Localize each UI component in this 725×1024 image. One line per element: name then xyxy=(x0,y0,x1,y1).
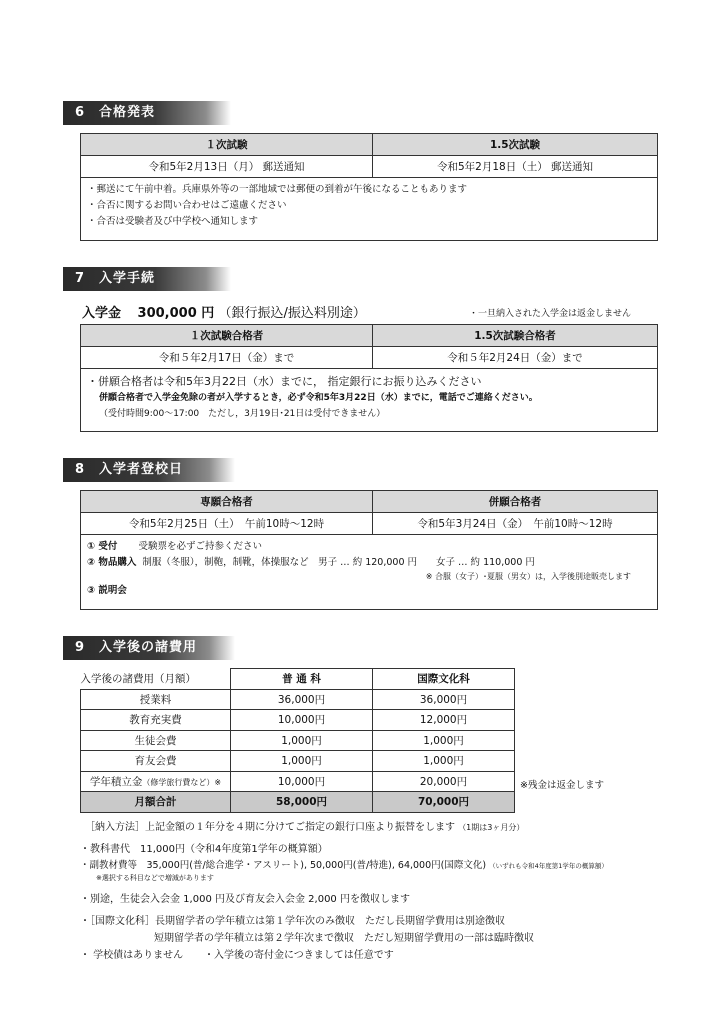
attendance-table xyxy=(80,490,658,535)
fee-table-header: 入学後の諸費用（月額） xyxy=(81,669,231,690)
total-value: 58,000円 xyxy=(231,792,373,813)
fee-table-header: 普 通 科 xyxy=(231,669,373,690)
school-bond-note: ・ 学校債はありません xyxy=(80,950,184,961)
section-number: 9 xyxy=(75,640,86,655)
fee-value: 10,000円 xyxy=(231,710,373,731)
fee-value: 1,000円 xyxy=(373,751,515,772)
note-line: ・併願合格者は令和5年3月22日（水）までに， 指定銀行にお振り込みください xyxy=(87,375,482,388)
entrance-fees: ・別途，生徒会入会金 1,000 円及び育友会入会金 2,000 円を徴収します xyxy=(80,894,410,905)
section-number: 6 xyxy=(75,105,86,120)
procedure-table xyxy=(80,324,658,369)
table-cell: 令和5年3月24日（金） 午前10時～12時 xyxy=(373,513,658,535)
announcement-notes xyxy=(80,178,658,241)
table-cell: 令和5年2月18日（土） 郵送通知 xyxy=(373,156,658,178)
fee-value: 1,000円 xyxy=(231,730,373,751)
fee-label: 入学金 xyxy=(82,306,122,321)
enrollment-fee-line xyxy=(82,302,366,321)
materials-note: （いずれも令和4年度第1学年の概算額） xyxy=(489,862,608,870)
note-line: ・郵送にて午前中着。兵庫県外等の一部地域では郵便の到着が午後になることもあります xyxy=(87,184,468,195)
materials-variation-note: ※選択する科目などで増減があります xyxy=(96,874,214,882)
section-7-heading xyxy=(63,267,231,291)
table-cell: 令和5年2月25日（土） 午前10時～12時 xyxy=(81,513,373,535)
section-title: 入学後の諸費用 xyxy=(99,640,198,655)
note-line: （受付時間9:00～17:00 ただし，3月19日･21日は受付できません） xyxy=(99,409,386,419)
fee-value: 1,000円 xyxy=(373,730,515,751)
column-header: １次試験合格者 xyxy=(81,325,373,347)
column-header: １次試験 xyxy=(81,134,373,156)
table-cell: 令和５年2月17日（金）まで xyxy=(81,347,373,369)
intl-long-study: ・［国際文化科］長期留学者の学年積立は第１学年次のみ徴収 ただし長期留学費用は別途徴収 xyxy=(80,916,505,927)
table-cell: 令和５年2月24日（金）まで xyxy=(373,347,658,369)
section-title: 入学手続 xyxy=(99,271,156,286)
fee-method: （銀行振込/振込料別途） xyxy=(218,306,366,321)
note-line: ・合否に関するお問い合わせはご遠慮ください xyxy=(87,200,287,211)
payment-text: ［納入方法］上記金額の１年分を４期に分けてご指定の銀行口座より振替をします xyxy=(85,822,455,833)
table-cell: 令和5年2月13日（月） 郵送通知 xyxy=(81,156,373,178)
item-label: ① 受付 xyxy=(87,541,118,552)
fee-label-main: 学年積立金 xyxy=(89,775,143,788)
note-line: ・合否は受験者及び中学校へ通知します xyxy=(87,216,259,227)
detail-note: ※ 合服（女子）･夏服（男女）は，入学後別途販売します xyxy=(425,572,631,581)
item-label: ③ 説明会 xyxy=(87,585,127,596)
fee-table-header: 国際文化科 xyxy=(373,669,515,690)
textbook-cost: ・教科書代 11,000円（令和4年度第1学年の概算額） xyxy=(80,844,328,855)
column-header: 1.5次試験 xyxy=(373,134,658,156)
item-text: 受験票を必ずご持参ください xyxy=(138,541,263,552)
fee-value: 10,000円 xyxy=(231,771,373,792)
fee-value: 12,000円 xyxy=(373,710,515,731)
item-label: ② 物品購入 xyxy=(87,557,137,568)
section-9-heading xyxy=(63,636,235,660)
donation-note: ・入学後の寄付金につきましては任意です xyxy=(204,950,394,961)
column-header: 専願合格者 xyxy=(81,491,373,513)
detail-line xyxy=(87,555,651,571)
fee-label: 生徒会費 xyxy=(81,730,231,751)
fee-amount: 300,000 円 xyxy=(137,306,215,321)
detail-line xyxy=(87,539,651,555)
fee-value: 36,000円 xyxy=(231,689,373,710)
attendance-details xyxy=(80,535,658,610)
fee-value: 20,000円 xyxy=(373,771,515,792)
column-header: 1.5次試験合格者 xyxy=(373,325,658,347)
section-number: 7 xyxy=(75,271,86,286)
section-8-heading xyxy=(63,458,235,482)
total-value: 70,000円 xyxy=(373,792,515,813)
item-text: 制服（冬服），制鞄，制靴，体操服など 男子 … 約 120,000 円 女子 … 約 110,000 円 xyxy=(142,557,535,568)
fee-label: 授業料 xyxy=(81,689,231,710)
section-title: 合格発表 xyxy=(99,105,156,120)
payment-note: （1期は3ヶ月分） xyxy=(458,823,525,832)
total-label: 月額合計 xyxy=(81,792,231,813)
section-6-heading xyxy=(63,101,231,125)
fees-table xyxy=(80,668,515,813)
fee-label: 教育充実費 xyxy=(81,710,231,731)
refund-side-note: ※残金は返金します xyxy=(520,780,604,791)
fee-label-note: （修学旅行費など）※ xyxy=(142,777,222,787)
fee-value: 1,000円 xyxy=(231,751,373,772)
fee-label: 育友会費 xyxy=(81,751,231,772)
section-title: 入学者登校日 xyxy=(99,462,184,477)
fee-label xyxy=(81,771,231,792)
payment-method xyxy=(85,818,524,833)
note-line: 併願合格者で入学金免除の者が入学するとき，必ず令和5年3月22日（水）までに，電話でご連絡ください。 xyxy=(99,393,538,403)
refund-note: ・一旦納入された入学金は返金しません xyxy=(469,309,632,319)
fee-value: 36,000円 xyxy=(373,689,515,710)
materials-text: ・副教材費等 35,000円(普/総合進学・アスリート), 50,000円(普/特進), 64,000円(国際文化) xyxy=(80,860,487,871)
section-number: 8 xyxy=(75,462,86,477)
procedure-notes xyxy=(80,369,658,432)
intl-short-study: 短期留学者の学年積立は第２学年次まで徴収 ただし短期留学費用の一部は臨時徴収 xyxy=(154,933,534,944)
announcement-table xyxy=(80,133,658,178)
materials-cost xyxy=(80,857,608,871)
column-header: 併願合格者 xyxy=(373,491,658,513)
